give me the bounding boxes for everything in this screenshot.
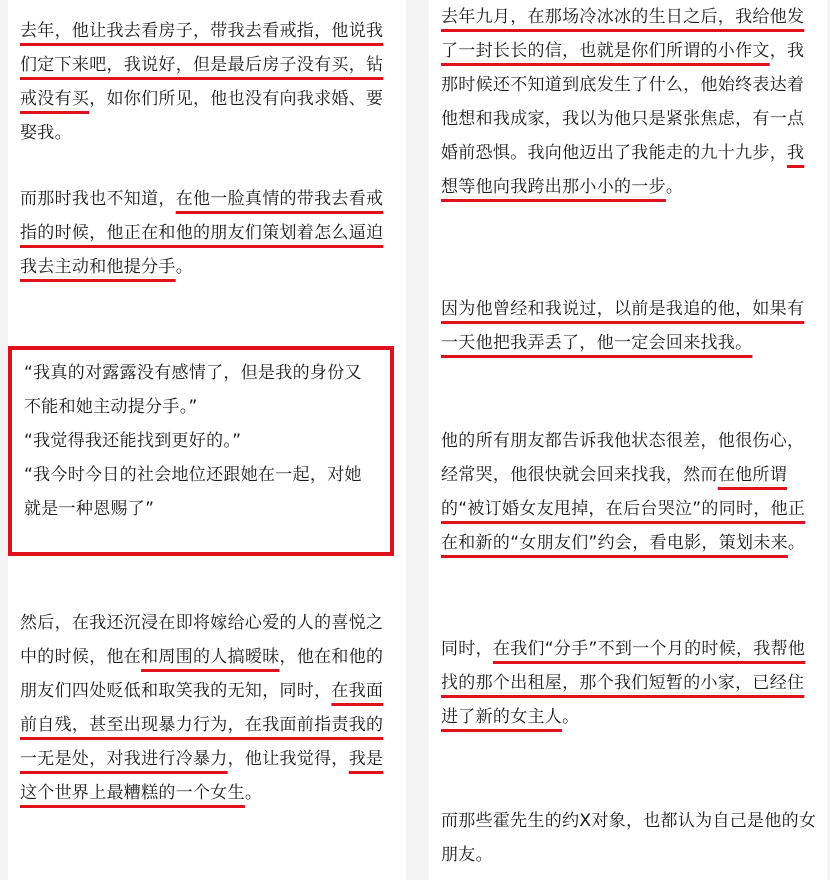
right-paragraph-2 [441,292,821,360]
underlined-text: 在我们“分手”不到一个月的时候，我帮他找的那个出租屋，那个我们短暂的小家，已经住进了新的女主人 [441,639,806,727]
plain-text: 他的所有朋友都告诉我他状态很差，他很伤心，经常哭，他很快就会回来找我，然而 [441,431,805,485]
underlined-text: 去年九月，在那场冷冰冰的生日之后，我给他发了一封长长的信，也就是你们所谓的小作文 [441,7,805,61]
plain-text: 而那时我也不知道， [20,189,176,209]
plain-text: 而那些霍先生的约X对象，也都认为自己是他的女朋友。 [441,811,817,865]
plain-text: ，他让我觉得， [227,749,349,769]
quote-2: “我觉得我还能找到更好的。” [24,431,242,451]
underlined-text: 在我面前自残，甚至出现暴力行为，在我面前指责我的一无是处，对我进行冷暴力 [20,681,384,769]
plain-text: 。 [244,783,263,803]
underlined-text: 在他所谓的“被订婚女友甩掉，在后台哭泣”的同时，他正在和新的“女朋友们”约会，看电影，策划未来 [441,465,806,553]
underlined-text: 我是这个世界上最糟糕的一个女生 [20,749,384,803]
plain-text: 然后，在我还沉浸在即将嫁给心爱的人的喜悦之中的时候，他在 [20,613,384,667]
underlined-text: 因为他曾经和我说过，以前是我追的他，如果有一天他把我弄丢了，他一定会回来找我。 [441,299,805,353]
plain-text: 。 [665,177,684,197]
left-paragraph-2 [20,182,400,284]
plain-text: 。 [175,257,194,277]
underlined-text: 去年，他让我去看房子，带我去看戒指，他说我们定下来吧，我说好，但是最后房子没有买，钻戒没有买 [20,21,384,109]
plain-text: 。 [562,707,580,727]
quote-3: “我今时今日的社会地位还跟她在一起，对她就是一种恩赐了” [24,465,362,519]
right-paragraph-5 [441,804,821,872]
left-paragraph-3 [20,606,400,810]
right-paragraph-1 [441,0,821,204]
right-column [429,0,827,880]
left-paragraph-1 [20,14,400,150]
plain-text: ，他在和他的朋友们四处贬低和取笑我的无知，同时， [20,647,384,701]
plain-text: 同时， [441,639,493,659]
underlined-text: 在他一脸真情的带我去看戒指的时候，他正在和他的朋友们策划着怎么逼迫我去主动和他提分手 [20,189,384,277]
plain-text: 。 [787,533,806,553]
plain-text: ，我那时候还不知道到底发生了什么，他始终表达着他想和我成家，我以为他只是紧张焦虑，有一点婚前恐惧。我向他迈出了我能走的九十九步， [441,41,805,163]
plain-text: ，如你们所见，他也没有向我求婚、要娶我。 [20,89,384,143]
underlined-text: 我想等他向我跨出那小小的一步 [441,143,805,197]
quote-1: “我真的对露露没有感情了，但是我的身份又不能和她主动提分手。” [24,363,362,417]
underlined-text: 和周围的人搞暧昧 [141,647,280,667]
right-paragraph-4 [441,632,821,734]
right-paragraph-3 [441,424,821,560]
quote-box [8,346,394,556]
left-column [8,0,406,880]
